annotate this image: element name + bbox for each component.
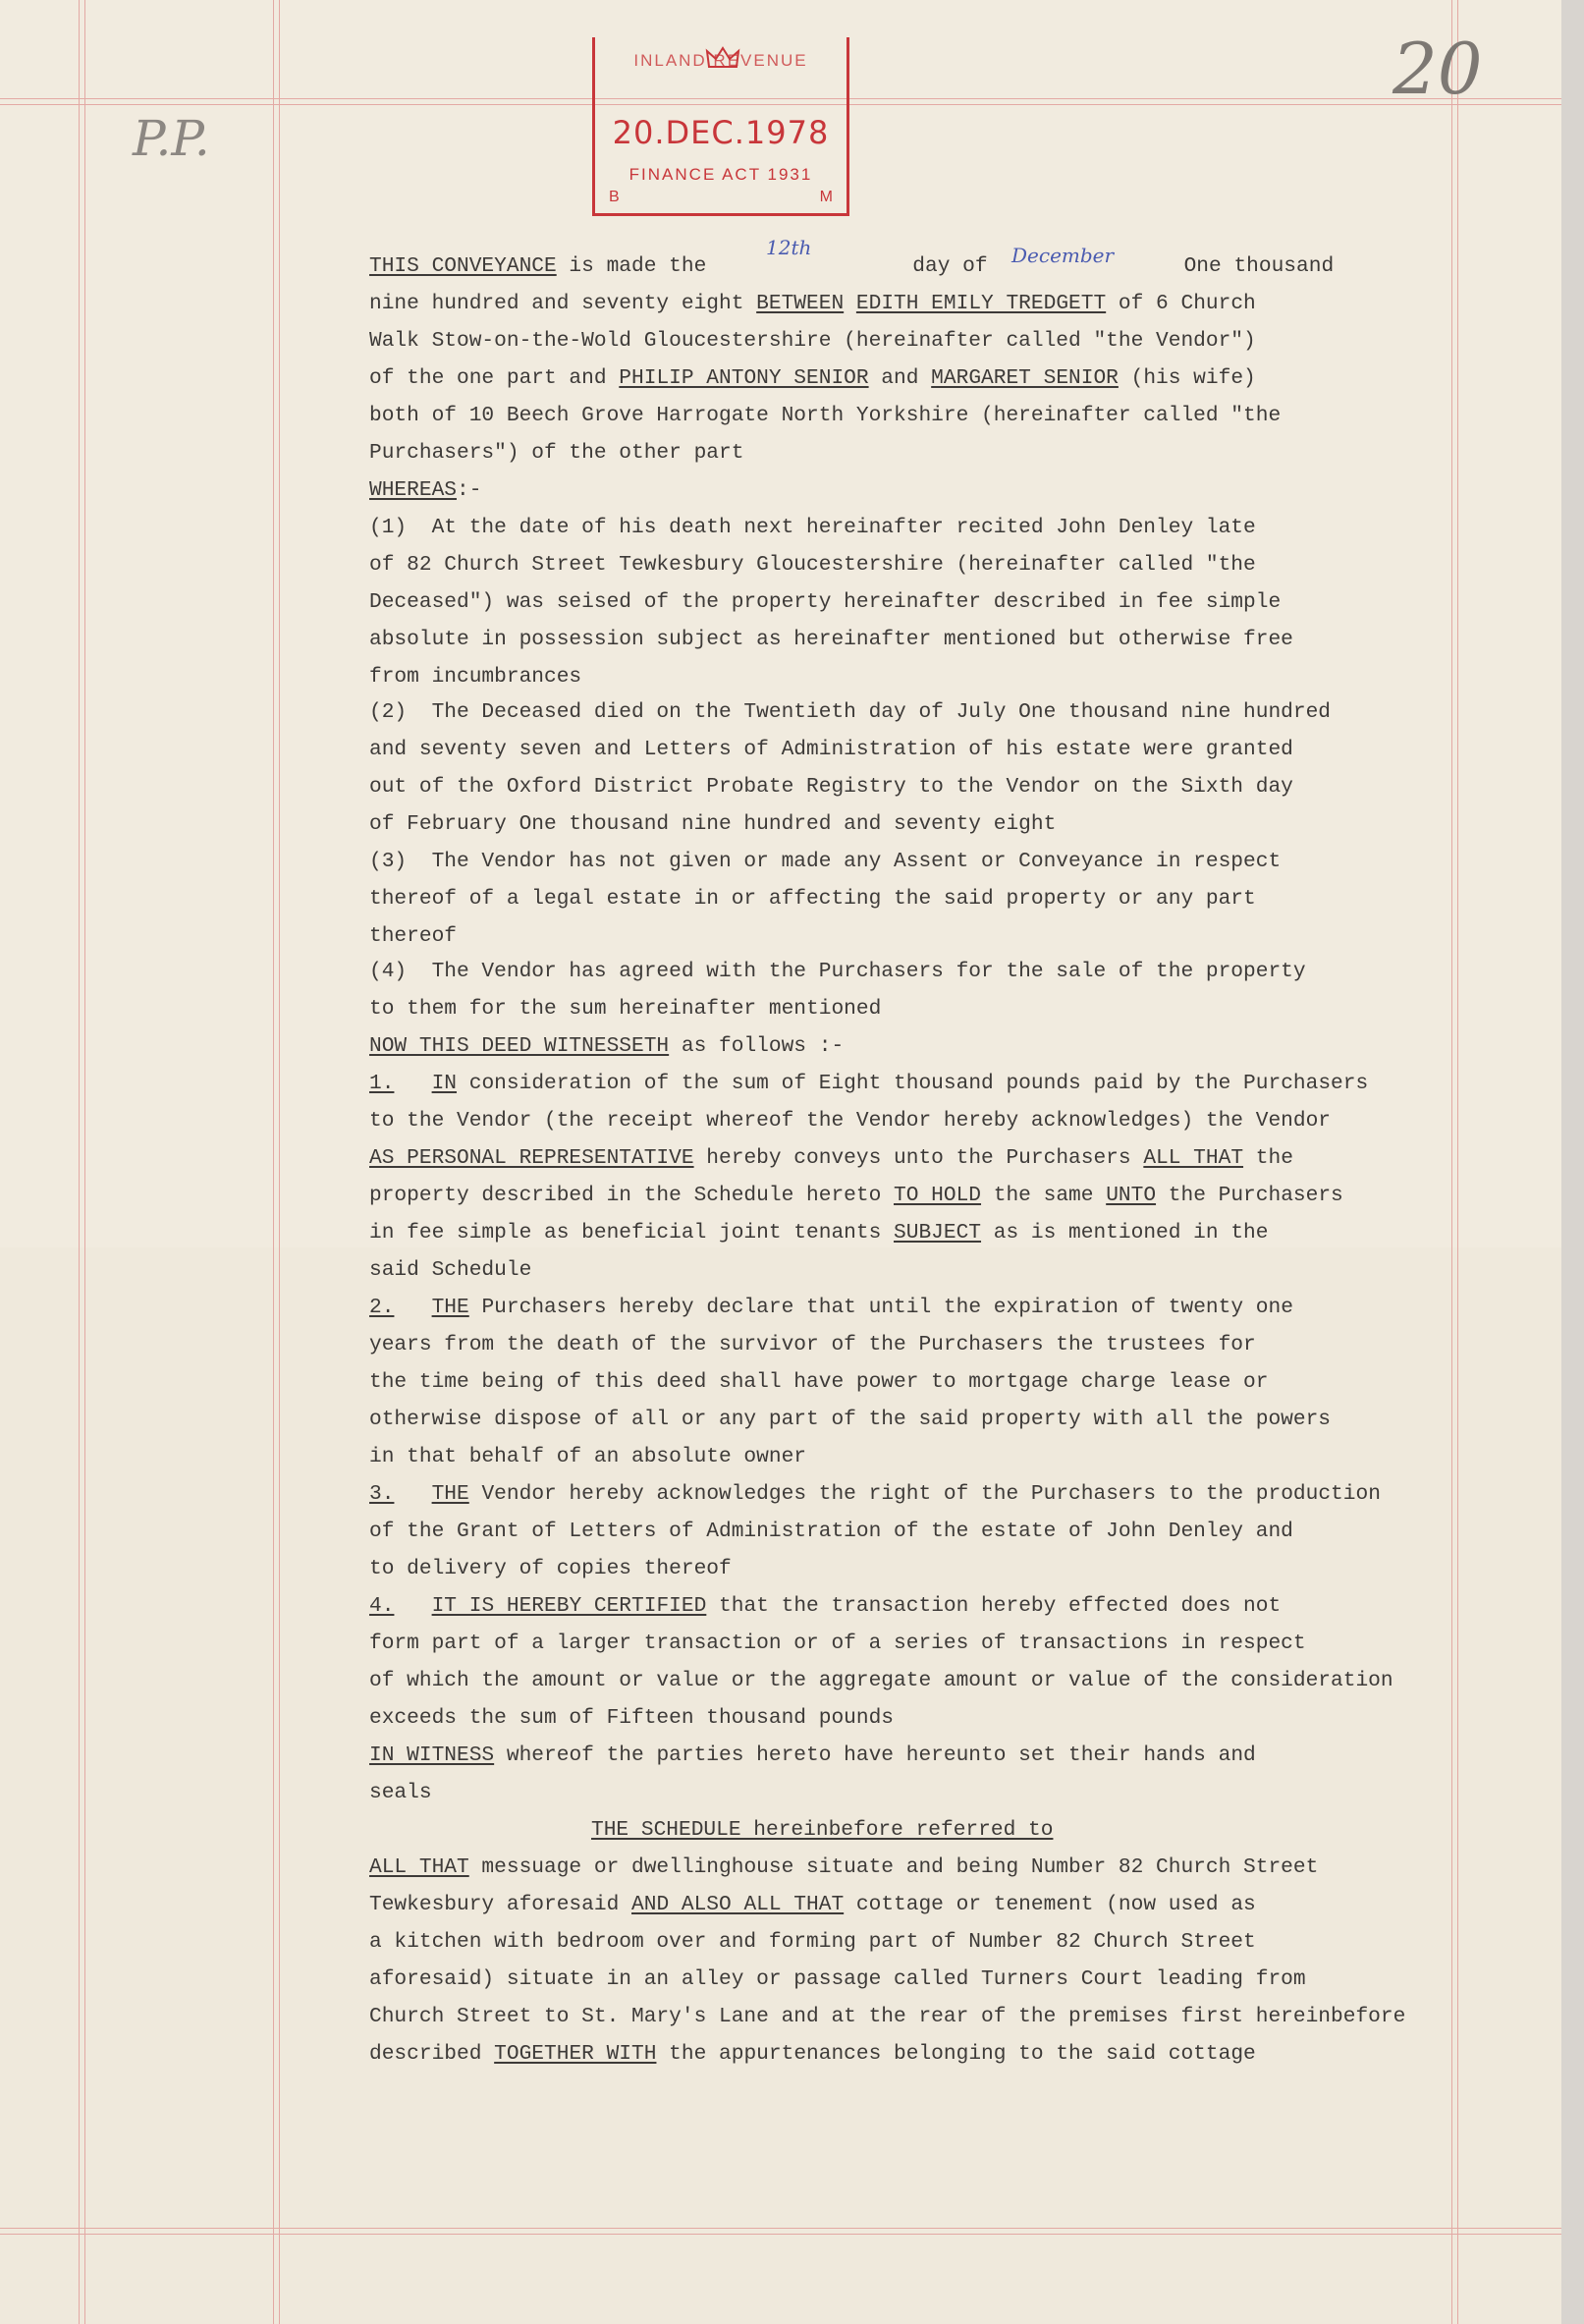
underlined-phrase: ALL THAT [1143, 1146, 1244, 1170]
handwritten-month: December [1011, 244, 1115, 267]
text-segment: Purchasers") of the other part [369, 441, 744, 465]
text-segment: of the Grant of Letters of Administration of the estate of John Denley and [369, 1520, 1293, 1543]
text-segment: exceeds the sum of Fifteen thousand pounds [369, 1706, 895, 1730]
margin-rule [79, 0, 80, 2324]
stamp-date: 20.DEC.1978 [612, 114, 830, 151]
text-segment [394, 1482, 431, 1506]
text-segment: seals [369, 1781, 432, 1804]
margin-rule [1451, 0, 1452, 2324]
page-number: 20 [1393, 28, 1483, 110]
text-segment: whereof the parties hereto have hereunto set their hands and [494, 1743, 1256, 1767]
stamp-top-text: INLAND REVENUE [633, 51, 808, 70]
text-segment: and seventy seven and Letters of Administration of his estate were granted [369, 738, 1293, 761]
text-line [369, 811, 1056, 837]
text-segment: both of 10 Beech Grove Harrogate North Yorkshire (hereinafter called "the [369, 404, 1282, 427]
text-line [369, 1295, 1293, 1320]
text-line [369, 664, 581, 690]
text-line [369, 959, 1306, 984]
text-line [369, 1481, 1381, 1507]
underlined-phrase: EDITH EMILY TREDGETT [855, 292, 1107, 315]
underlined-phrase: MARGARET SENIOR [931, 366, 1119, 390]
text-segment: Purchasers hereby declare that until the expiration of twenty one [468, 1296, 1293, 1319]
stamp-letter-left: B [609, 189, 620, 205]
underlined-phrase: WHEREAS [369, 478, 458, 502]
underlined-phrase: IN WITNESS [369, 1743, 495, 1767]
underlined-phrase: TO HOLD [894, 1184, 982, 1207]
text-line [369, 1519, 1293, 1544]
underlined-phrase: AND ALSO ALL THAT [631, 1893, 845, 1916]
text-line [369, 1743, 1256, 1768]
underlined-phrase: PHILIP ANTONY SENIOR [619, 366, 869, 390]
text-line [369, 403, 1281, 428]
text-segment: One thousand [1183, 254, 1335, 278]
text-segment: hereby conveys unto the Purchasers [693, 1146, 1144, 1170]
underlined-phrase: IT IS HEREBY CERTIFIED [431, 1594, 707, 1618]
text-segment: Walk Stow-on-the-Wold Gloucestershire (hereinafter called "the Vendor") [369, 329, 1256, 353]
page-edge [1561, 0, 1584, 2324]
crown-icon [705, 45, 740, 71]
text-segment: and [868, 366, 932, 390]
stamp-letter-right: M [819, 189, 833, 205]
text-segment: consideration of the sum of Eight thousand pounds paid by the Purchasers [457, 1072, 1369, 1095]
text-segment: in fee simple as beneficial joint tenants [369, 1221, 895, 1245]
text-line [369, 1332, 1256, 1357]
text-segment: out of the Oxford District Probate Registry to the Vendor on the Sixth day [369, 775, 1293, 799]
text-segment: to them for the sum hereinafter mentioned [369, 997, 882, 1021]
text-segment: Deceased") was seised of the property hereinafter described in fee simple [369, 590, 1282, 614]
footer-rule [0, 2228, 1561, 2229]
text-segment: thereof [369, 924, 458, 948]
text-line [369, 552, 1256, 578]
underlined-phrase: 3. [369, 1482, 395, 1506]
text-segment: Church Street to St. Mary's Lane and at the rear of the premises first hereinbefore [369, 2005, 1406, 2028]
text-line [369, 1033, 844, 1059]
text-segment: of 6 Church [1106, 292, 1256, 315]
text-line [369, 923, 457, 949]
footer-rule [0, 2234, 1561, 2235]
text-segment: to delivery of copies thereof [369, 1557, 732, 1580]
text-line [369, 1668, 1393, 1693]
underlined-phrase: SUBJECT [894, 1221, 982, 1245]
underlined-phrase: 4. [369, 1594, 395, 1618]
text-line [369, 365, 1256, 391]
text-segment [394, 1594, 431, 1618]
text-line [369, 1929, 1256, 1955]
text-line [369, 440, 743, 466]
text-segment: of 82 Church Street Tewkesbury Gloucestershire (hereinafter called "the [369, 553, 1256, 577]
text-segment: day of [912, 254, 988, 278]
text-line [369, 2041, 1256, 2067]
text-line [369, 1780, 432, 1805]
text-segment [394, 1296, 431, 1319]
text-segment: the same [981, 1184, 1107, 1207]
text-segment: thereof of a legal estate in or affecting the said property or any part [369, 887, 1256, 911]
text-segment: of which the amount or value or the aggregate amount or value of the consideration [369, 1669, 1393, 1692]
text-line [369, 1966, 1306, 1992]
text-segment: otherwise dispose of all or any part of the said property with all the powers [369, 1408, 1332, 1431]
text-segment: form part of a larger transaction or of a series of transactions in respect [369, 1632, 1306, 1655]
text-line [369, 699, 1331, 725]
underlined-phrase: 2. [369, 1296, 395, 1319]
text-segment: cottage or tenement (now used as [844, 1893, 1256, 1916]
margin-rule [84, 0, 85, 2324]
text-segment: the Purchasers [1156, 1184, 1343, 1207]
text-segment: as is mentioned in the [981, 1221, 1269, 1245]
text-line [369, 737, 1293, 762]
margin-note: P.P. [133, 110, 210, 167]
text-line [369, 1407, 1331, 1432]
text-line [369, 291, 1256, 316]
text-line [369, 1071, 1368, 1096]
text-segment: in that behalf of an absolute owner [369, 1445, 807, 1468]
text-line [369, 1444, 806, 1469]
underlined-phrase: IN [431, 1072, 458, 1095]
text-segment: is made the [556, 254, 707, 278]
margin-rule [273, 0, 274, 2324]
text-line [369, 1556, 732, 1581]
underlined-phrase: BETWEEN [756, 292, 845, 315]
underlined-phrase: AS PERSONAL REPRESENTATIVE [369, 1146, 694, 1170]
text-line [369, 1220, 1268, 1245]
text-segment: the [1243, 1146, 1293, 1170]
underlined-phrase: UNTO [1106, 1184, 1157, 1207]
text-line [369, 253, 1334, 279]
text-line [369, 1854, 1318, 1880]
text-segment: (his wife) [1118, 366, 1256, 390]
text-line [369, 2004, 1405, 2029]
text-segment: absolute in possession subject as hereinafter mentioned but otherwise free [369, 628, 1293, 651]
text-segment: said Schedule [369, 1258, 532, 1282]
text-segment: (4) The Vendor has agreed with the Purchasers for the sale of the property [369, 960, 1306, 983]
margin-rule [279, 0, 280, 2324]
text-segment: from incumbrances [369, 665, 582, 689]
underlined-phrase: TOGETHER WITH [494, 2042, 657, 2066]
underlined-phrase: THE [431, 1296, 469, 1319]
text-segment: nine hundred and seventy eight [369, 292, 757, 315]
text-segment: that the transaction hereby effected does not [706, 1594, 1282, 1618]
text-line [369, 996, 881, 1022]
text-line [369, 1108, 1331, 1134]
text-line [369, 515, 1256, 540]
text-segment: the time being of this deed shall have power to mortgage charge lease or [369, 1370, 1269, 1394]
stamp-act: FINANCE ACT 1931 [628, 165, 813, 184]
text-line [369, 1892, 1256, 1917]
text-line [369, 1257, 531, 1283]
text-line [591, 1817, 1053, 1843]
text-line [369, 477, 481, 503]
handwritten-day: 12th [766, 236, 812, 259]
text-line [369, 774, 1293, 800]
underlined-phrase: THIS CONVEYANCE [369, 254, 557, 278]
text-line [369, 328, 1256, 354]
text-segment: years from the death of the survivor of the Purchasers the trustees for [369, 1333, 1256, 1356]
text-segment: described [369, 2042, 495, 2066]
text-segment: to the Vendor (the receipt whereof the Vendor hereby acknowledges) the Vendor [369, 1109, 1332, 1133]
text-segment: property described in the Schedule hereto [369, 1184, 895, 1207]
text-segment: of February One thousand nine hundred and seventy eight [369, 812, 1057, 836]
text-segment: the appurtenances belonging to the said cottage [656, 2042, 1256, 2066]
text-segment: (2) The Deceased died on the Twentieth day of July One thousand nine hundred [369, 700, 1332, 724]
text-segment: (1) At the date of his death next hereinafter recited John Denley late [369, 516, 1256, 539]
underlined-phrase: THE SCHEDULE hereinbefore referred to [591, 1818, 1054, 1842]
text-segment: of the one part and [369, 366, 620, 390]
text-segment: a kitchen with bedroom over and forming part of Number 82 Church Street [369, 1930, 1256, 1954]
underlined-phrase: ALL THAT [369, 1855, 469, 1879]
margin-rule [1457, 0, 1458, 2324]
text-line [369, 1369, 1268, 1395]
text-segment: :- [457, 478, 482, 502]
underlined-phrase: NOW THIS DEED WITNESSETH [369, 1034, 670, 1058]
text-segment: messuage or dwellinghouse situate and being Number 82 Church Street [468, 1855, 1319, 1879]
text-line [369, 627, 1293, 652]
text-segment: Vendor hereby acknowledges the right of the Purchasers to the production [468, 1482, 1381, 1506]
underlined-phrase: THE [431, 1482, 469, 1506]
text-segment [394, 1072, 431, 1095]
text-line [369, 1183, 1343, 1208]
text-line [369, 589, 1281, 615]
text-segment [844, 292, 856, 315]
text-line [369, 1631, 1306, 1656]
underlined-phrase: 1. [369, 1072, 395, 1095]
text-line [369, 1705, 894, 1731]
text-segment: (3) The Vendor has not given or made any Assent or Conveyance in respect [369, 850, 1282, 873]
revenue-stamp [592, 37, 849, 216]
text-line [369, 1145, 1293, 1171]
text-segment: aforesaid) situate in an alley or passage called Turners Court leading from [369, 1967, 1306, 1991]
text-line [369, 886, 1256, 912]
text-segment: Tewkesbury aforesaid [369, 1893, 632, 1916]
text-line [369, 849, 1281, 874]
text-line [369, 1593, 1281, 1619]
text-segment: as follows :- [669, 1034, 845, 1058]
